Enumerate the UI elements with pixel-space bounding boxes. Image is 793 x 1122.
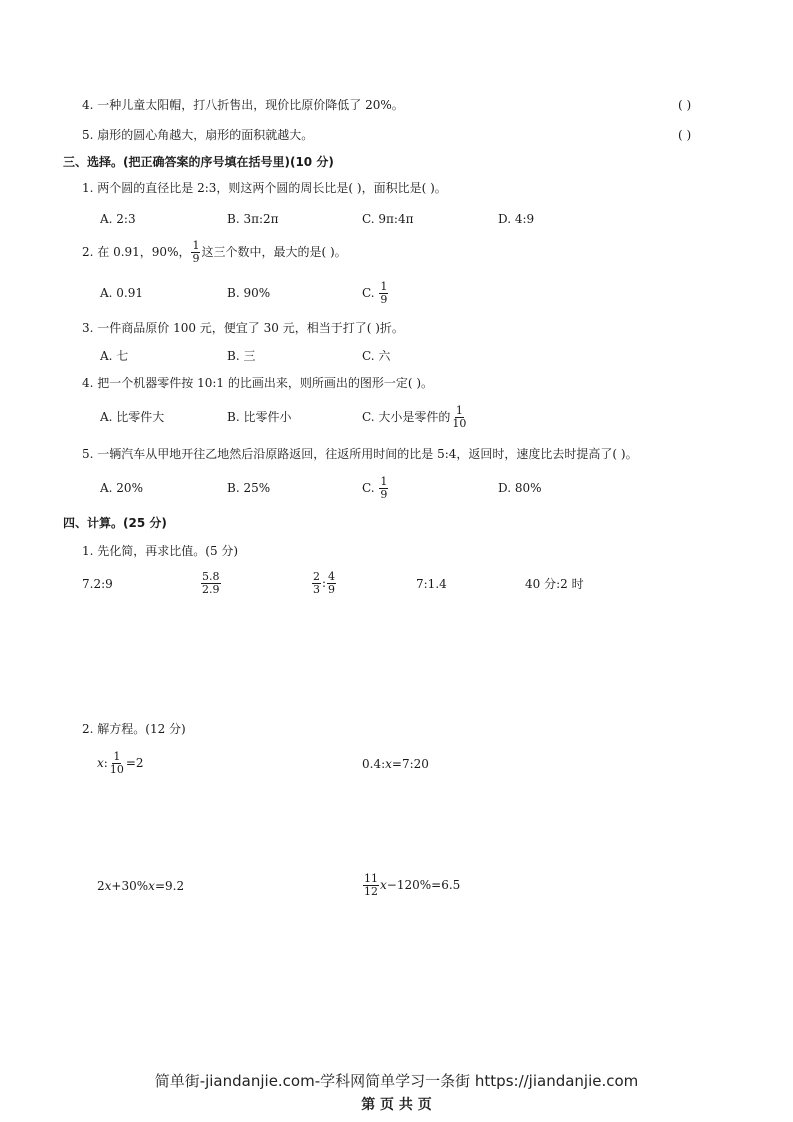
answer-paren[interactable]: ( ): [678, 128, 692, 142]
option-b: B. 3π:2π: [227, 212, 279, 226]
fraction: $\frac{1}{10}$: [452, 404, 467, 430]
option-a: A. 0.91: [100, 286, 144, 300]
option-c: C. 9π:4π: [362, 212, 414, 226]
option-a: A. 2:3: [100, 212, 136, 226]
option-b: B. 90%: [227, 286, 271, 300]
fraction: $\frac{1}{9}$: [380, 475, 388, 501]
fraction: $\frac{5.8}{2.9}$: [202, 570, 220, 596]
option-c: C. $\frac{1}{9}$: [362, 475, 388, 501]
equation: 2x+30%x=9.2: [97, 879, 185, 893]
question-stem: 3. 一件商品原价 100 元，便宜了 30 元，相当于打了( )折。: [82, 321, 404, 335]
fraction: $\frac{1}{9}$: [380, 280, 388, 306]
expression: 7.2:9: [82, 577, 113, 591]
equation: 0.4:x=7:20: [362, 757, 429, 771]
equation: x: $\frac{1}{10}$ =2: [97, 750, 144, 776]
subsection-title: 2. 解方程。(12 分): [82, 722, 186, 736]
fraction: $\frac{4}{9}$: [328, 570, 336, 596]
option-c: C. $\frac{1}{9}$: [362, 280, 388, 306]
section-title: 三、选择。(把正确答案的序号填在括号里)(10 分): [63, 155, 334, 169]
option-a: A. 20%: [100, 481, 143, 495]
page-number: 第 页 共 页: [361, 1097, 432, 1113]
question-stem: 4. 把一个机器零件按 10:1 的比画出来，则所画出的图形一定( )。: [82, 376, 434, 390]
answer-paren[interactable]: ( ): [678, 98, 692, 112]
option-b: B. 三: [227, 349, 256, 363]
option-d: D. 80%: [498, 481, 542, 495]
expression: [200, 568, 222, 598]
question-stem: 1. 两个圆的直径比是 2:3，则这两个圆的周长比是( )，面积比是( )。: [82, 181, 447, 195]
fraction: $\frac{1}{10}$: [109, 750, 124, 776]
option-a: A. 比零件大: [100, 410, 165, 424]
fraction: $\frac{1}{9}$: [192, 239, 200, 265]
fraction: $\frac{2}{3}$: [313, 570, 320, 596]
subsection-title: 1. 先化简，再求比值。(5 分): [82, 544, 239, 558]
option-b: B. 比零件小: [227, 410, 292, 424]
option-d: D. 4:9: [498, 212, 535, 226]
expression: 7:1.4: [416, 577, 447, 591]
equation: $\frac{11}{12}$ x−120%=6.5: [364, 872, 461, 898]
option-a: A. 七: [100, 349, 129, 363]
option-c: C. 六: [362, 349, 391, 363]
section-title: 四、计算。(25 分): [63, 516, 167, 530]
judge-q4-text: 4. 一种儿童太阳帽，打八折售出，现价比原价降低了 20%。: [82, 98, 404, 112]
option-c: C. 大小是零件的 $\frac{1}{10}$: [362, 404, 467, 430]
question-stem: 5. 一辆汽车从甲地开往乙地然后沿原路返回，往返所用时间的比是 5:4，返回时，速度比去时提高了( )。: [82, 447, 638, 461]
expression: 40 分:2 时: [525, 577, 584, 591]
question-stem: 2. 在 0.91，90%， $\frac{1}{9}$ 这三个数中，最大的是( )。: [82, 239, 347, 265]
expression: $\frac{2}{3}$ : $\frac{4}{9}$: [313, 570, 336, 596]
fraction: $\frac{11}{12}$: [364, 872, 378, 898]
option-b: B. 25%: [227, 481, 271, 495]
judge-q5-text: 5. 扇形的圆心角越大，扇形的面积就越大。: [82, 128, 314, 142]
footer-site: 简单街-jiandanjie.com-学科网简单学习一条街 https://jiandanjie.com: [154, 1072, 639, 1090]
